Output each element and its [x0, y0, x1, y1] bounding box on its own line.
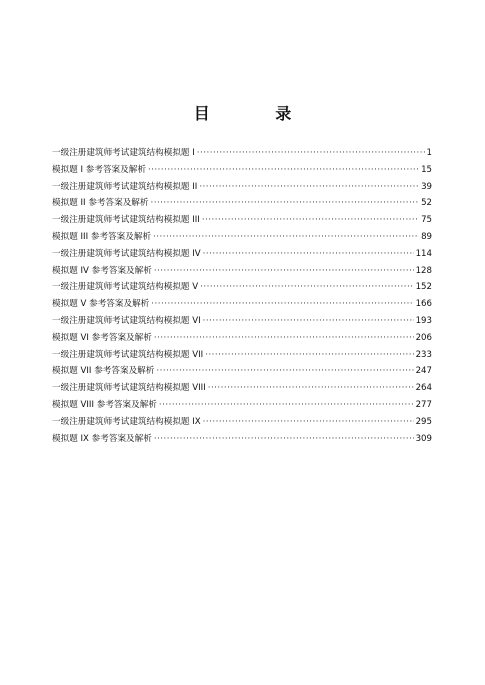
dot-leader	[197, 145, 425, 162]
toc-entry-label: 一级注册建筑师考试建筑结构模拟题 I	[52, 148, 195, 158]
toc-entry-label: 模拟题 II 参考答案及解析	[52, 198, 149, 209]
toc-entry-page-number: 309	[415, 433, 432, 444]
toc-entry-page-number: 1	[426, 148, 432, 158]
toc-entry-label: 模拟题 V 参考答案及解析	[52, 299, 150, 310]
toc-entry-page-number: 114	[415, 248, 432, 259]
toc-entry-page-number: 52	[421, 198, 432, 209]
toc-entry[interactable]	[52, 313, 432, 330]
toc-entry[interactable]	[52, 330, 432, 347]
toc-entry-label: 一级注册建筑师考试建筑结构模拟题 VII	[52, 349, 204, 360]
toc-entry[interactable]	[52, 363, 432, 380]
toc-entry-label: 模拟题 VII 参考答案及解析	[52, 366, 155, 377]
toc-entry-page-number: 193	[415, 315, 432, 326]
toc-entry-label: 一级注册建筑师考试建筑结构模拟题 VI	[52, 315, 201, 326]
toc-entry[interactable]	[52, 414, 432, 431]
dot-leader	[205, 347, 413, 364]
toc-entry-label: 模拟题 VIII 参考答案及解析	[52, 399, 157, 410]
toc-entry[interactable]	[52, 145, 432, 162]
dot-leader	[153, 229, 419, 246]
table-of-contents	[52, 145, 432, 447]
toc-entry-label: 模拟题 VI 参考答案及解析	[52, 332, 152, 343]
dot-leader	[203, 414, 414, 431]
toc-entry-label: 一级注册建筑师考试建筑结构模拟题 IX	[52, 416, 201, 427]
toc-entry-page-number: 277	[415, 399, 432, 410]
toc-entry-label: 模拟题 IX 参考答案及解析	[52, 433, 152, 444]
toc-entry[interactable]	[52, 397, 432, 414]
toc-entry-page-number: 152	[415, 282, 432, 293]
toc-entry[interactable]	[52, 263, 432, 280]
toc-entry[interactable]	[52, 212, 432, 229]
toc-entry-page-number: 89	[421, 231, 432, 242]
toc-entry-label: 模拟题 IV 参考答案及解析	[52, 265, 152, 276]
toc-entry-page-number: 39	[421, 181, 432, 192]
toc-entry-page-number: 166	[415, 299, 432, 310]
dot-leader	[208, 380, 414, 397]
toc-entry[interactable]	[52, 229, 432, 246]
dot-leader	[151, 296, 413, 313]
dot-leader	[154, 263, 414, 280]
toc-entry-label: 模拟题 I 参考答案及解析	[52, 164, 146, 175]
dot-leader	[159, 397, 414, 414]
toc-entry-page-number: 264	[415, 383, 432, 394]
toc-entry[interactable]	[52, 279, 432, 296]
dot-leader	[154, 431, 414, 448]
toc-entry-page-number: 15	[421, 164, 432, 175]
toc-entry-label: 一级注册建筑师考试建筑结构模拟题 V	[52, 282, 199, 293]
toc-entry-label: 一级注册建筑师考试建筑结构模拟题 VIII	[52, 383, 206, 394]
toc-entry-page-number: 206	[415, 332, 432, 343]
toc-entry[interactable]	[52, 380, 432, 397]
toc-entry-label: 一级注册建筑师考试建筑结构模拟题 II	[52, 181, 198, 192]
toc-entry-page-number: 295	[415, 416, 432, 427]
toc-entry-page-number: 233	[415, 349, 432, 360]
toc-entry[interactable]	[52, 195, 432, 212]
dot-leader	[202, 212, 419, 229]
dot-leader	[203, 313, 414, 330]
dot-leader	[154, 330, 414, 347]
toc-entry-page-number: 75	[421, 215, 432, 226]
dot-leader	[203, 246, 414, 263]
dot-leader	[156, 363, 413, 380]
toc-entry[interactable]	[52, 296, 432, 313]
toc-entry[interactable]	[52, 246, 432, 263]
toc-entry-page-number: 247	[415, 366, 432, 377]
dot-leader	[200, 279, 413, 296]
toc-entry[interactable]	[52, 431, 432, 448]
toc-entry-label: 一级注册建筑师考试建筑结构模拟题 III	[52, 215, 200, 226]
toc-entry[interactable]	[52, 179, 432, 196]
toc-entry[interactable]	[52, 162, 432, 179]
dot-leader	[148, 162, 419, 179]
toc-entry-page-number: 128	[415, 265, 432, 276]
dot-leader	[150, 195, 419, 212]
dot-leader	[199, 179, 419, 196]
page-title: 目 录	[193, 104, 322, 123]
toc-entry[interactable]	[52, 347, 432, 364]
toc-entry-label: 模拟题 III 参考答案及解析	[52, 231, 152, 242]
toc-entry-label: 一级注册建筑师考试建筑结构模拟题 IV	[52, 248, 201, 259]
